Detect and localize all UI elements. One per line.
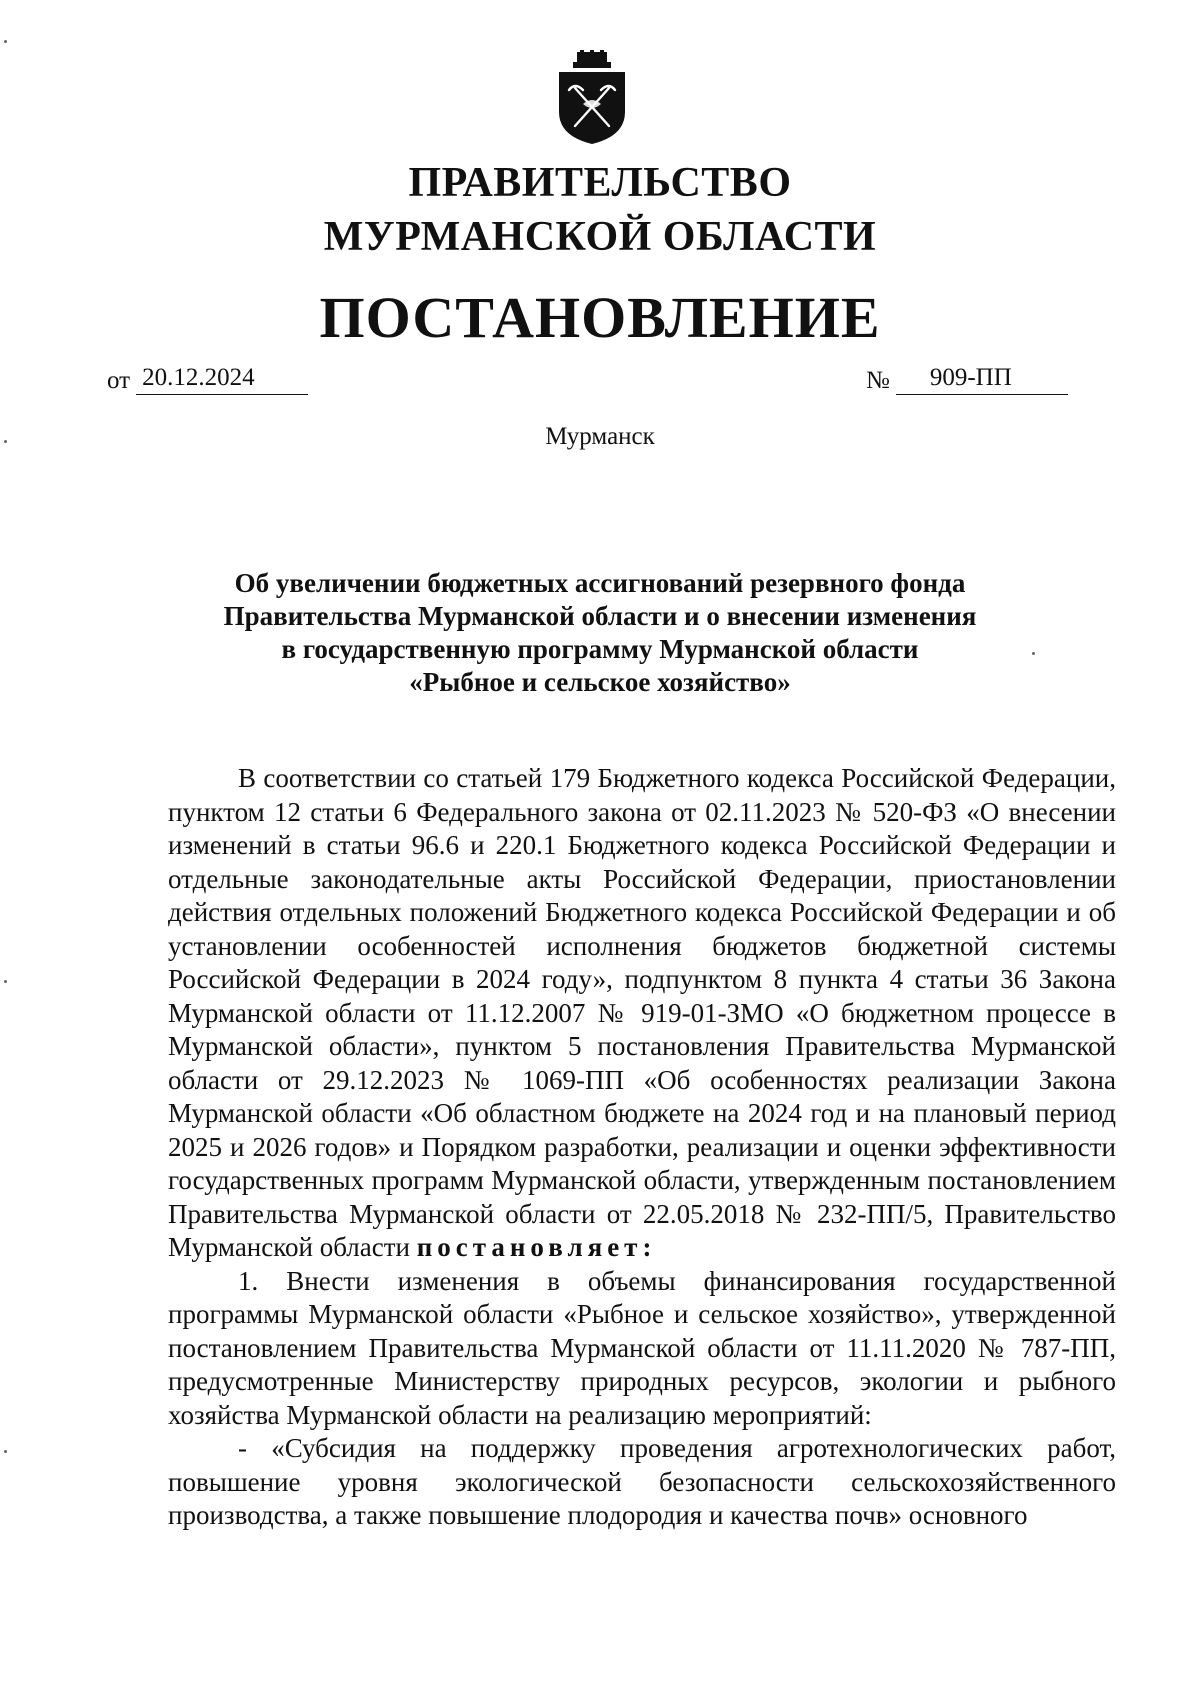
number-value: 909-ПП [896, 364, 1068, 395]
body-paragraph [168, 762, 1116, 1265]
number-prefix: № [866, 367, 890, 394]
subject-line: Об увеличении бюджетных ассигнований резервного фонда [234, 568, 966, 598]
paragraph-text: В соответствии со статьей 179 Бюджетного кодекса Российской Федерации, пунктом 12 статьи 6 Федерального закона от 02.11.2023 № 520-ФЗ «О внесении изменений в статьи 96.6 и 220.1 Бюджетного кодекса Российской Федерации и отдельные законодательные акты Российской Федерации, приостановлении действия отдельных положений Бюджетного кодекса Российской Федерации и об установлении особенностей исполнения бюджетов бюджетной системы Российской Федерации в 2024 году», подпунктом 8 пункта 4 статьи 36 Закона Мурманской области от 11.12.2007 № 919-01-ЗМО «О бюджетном процессе в Мурманской области», пунктом 5 постановления Правительства Мурманской области от 29.12.2023 № 1069-ПП «Об особенностях реализации Закона Мурманской области «Об областном бюджете на 2024 год и на плановый период 2025 и 2026 годов» и Порядком разработки, реализации и оценки эффективности государственных программ Мурманской области, утвержденным постановлением Правительства Мурманской области от 22.05.2018 № 232-ПП/5, Правительство Мурманской области [168, 763, 1116, 1262]
subject-line: Правительства Мурманской области и о внесении изменения [223, 601, 977, 631]
number-field [866, 364, 1068, 395]
city-name: Мурманск [545, 423, 655, 450]
body-paragraph: - «Субсидия на поддержку проведения агротехнологических работ, повышение уровня экологической безопасности сельскохозяйственного производства, а также повышение плодородия и качества почв» основного [168, 1433, 1116, 1530]
body-paragraph: 1. Внести изменения в объемы финансирования государственной программы Мурманской области «Рыбное и сельское хозяйство», утвержденной постановлением Правительства Мурманской области от 11.11.2020 № 787-ПП, предусмотренные Министерству природных ресурсов, экологии и рыбного хозяйства Мурманской области на реализацию мероприятий: [168, 1265, 1116, 1430]
government-title [0, 156, 1200, 264]
document-type-heading: ПОСТАНОВЛЕНИЕ [319, 285, 881, 350]
date-value: 20.12.2024 [136, 364, 308, 395]
subject-line: «Рыбное и сельское хозяйство» [409, 667, 791, 697]
scan-speck [4, 1450, 7, 1453]
government-title-line1: ПРАВИТЕЛЬСТВО [408, 160, 792, 206]
scan-speck [1032, 652, 1035, 655]
document-subject [150, 567, 1050, 699]
date-field [107, 364, 308, 395]
date-prefix: от [107, 367, 131, 394]
scan-speck [4, 40, 7, 43]
murmansk-coat-of-arms-icon [553, 50, 631, 146]
decree-word: постановляет: [416, 1232, 657, 1262]
government-title-line2: МУРМАНСКОЙ ОБЛАСТИ [323, 214, 877, 260]
scan-speck [4, 440, 7, 443]
document-body [168, 762, 1116, 1533]
subject-line: в государственную программу Мурманской области [281, 634, 919, 664]
scan-speck [4, 980, 7, 983]
